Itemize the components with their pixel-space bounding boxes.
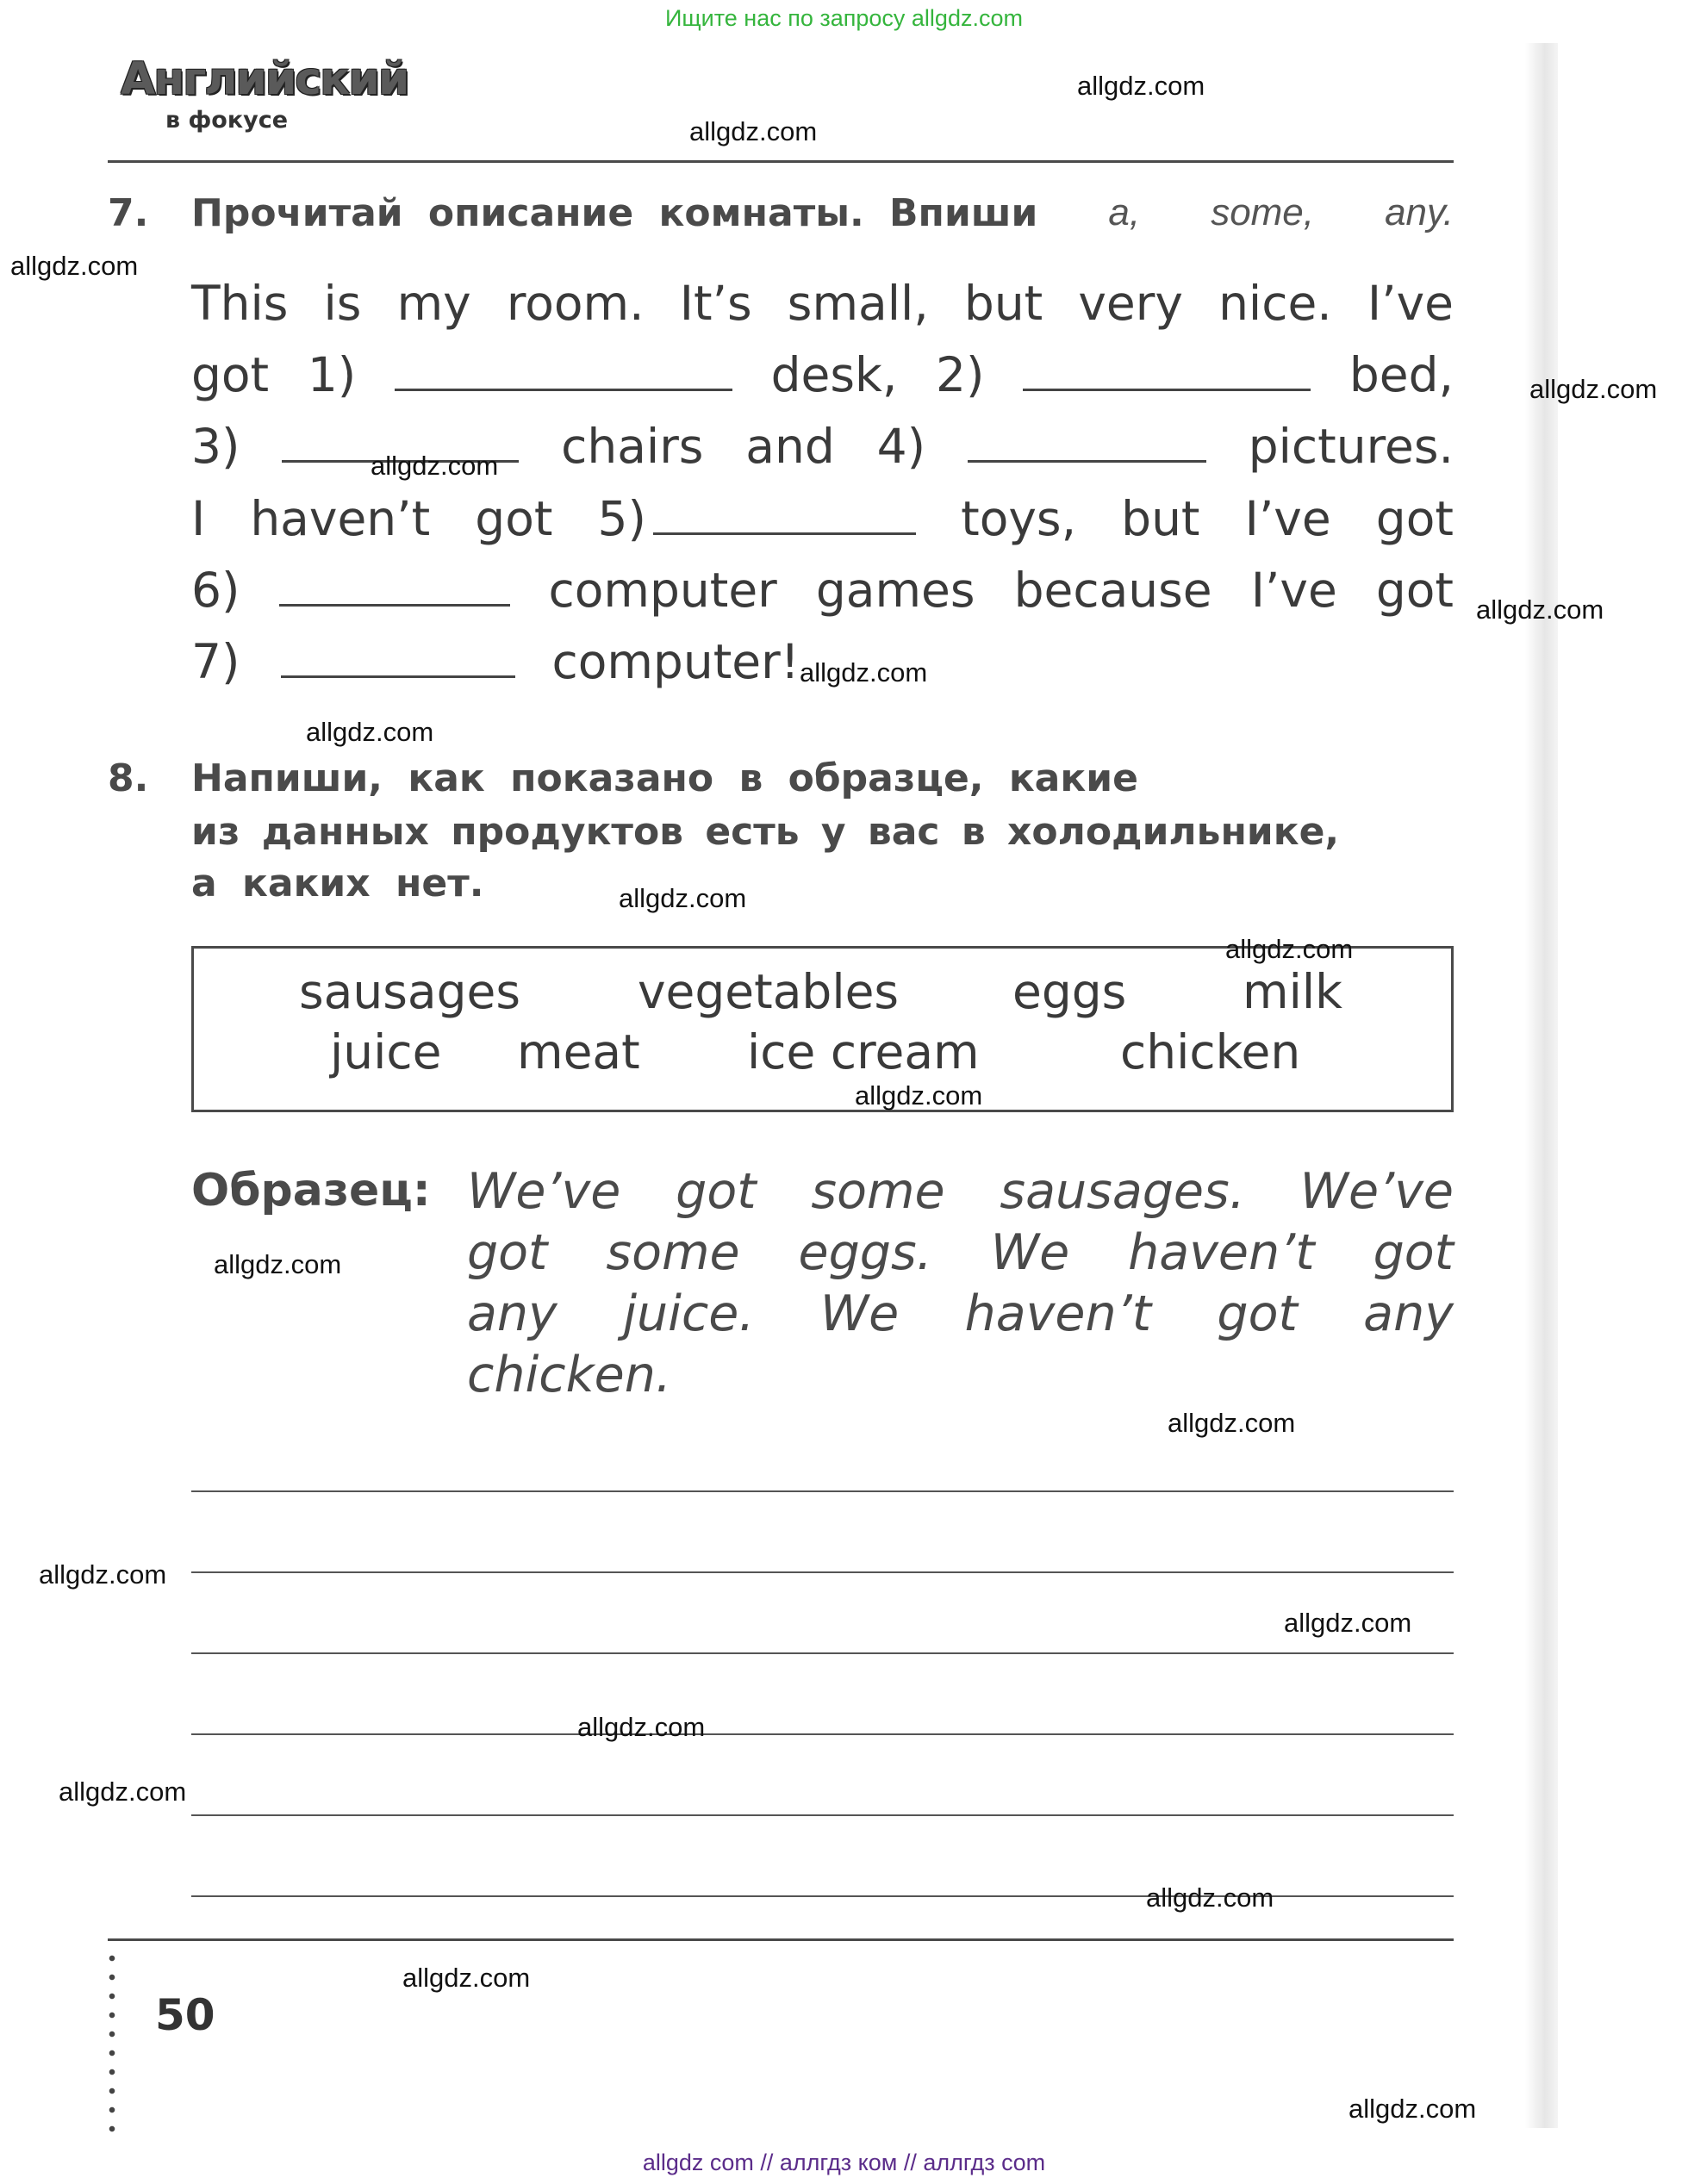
watermark: allgdz.com (1284, 1608, 1412, 1638)
sample-word: some (811, 1163, 945, 1220)
word: It’s (679, 276, 752, 331)
word: 4) (876, 419, 926, 474)
watermark: allgdz.com (59, 1776, 187, 1807)
watermark: allgdz.com (619, 883, 747, 913)
word: but (1121, 491, 1200, 546)
exercise-8-number: 8. (108, 756, 149, 800)
watermark: allgdz.com (1225, 934, 1354, 964)
watermark: allgdz.com (39, 1559, 167, 1590)
word: 1) (307, 347, 357, 402)
watermark: allgdz.com (1476, 594, 1604, 625)
food-word: vegetables (638, 964, 900, 1019)
sample-word: juice. (623, 1285, 755, 1342)
watermark: allgdz.com (306, 717, 434, 747)
sample-word: haven’t (964, 1285, 1152, 1342)
watermark: allgdz.com (1529, 374, 1658, 404)
sample-line-1 (467, 1163, 1454, 1225)
word: chairs (561, 419, 704, 474)
watermark: allgdz.com (855, 1080, 983, 1111)
sample-word: We’ve (1299, 1163, 1454, 1220)
word: computer! (551, 634, 800, 689)
answer-line-2[interactable] (191, 1571, 1454, 1573)
food-word: sausages (299, 964, 520, 1019)
word: is (323, 276, 362, 331)
sample-word: haven’t (1128, 1224, 1315, 1281)
watermark: allgdz.com (10, 251, 139, 281)
watermark: allgdz.com (1146, 1882, 1274, 1913)
exercise-7-title (191, 191, 1454, 235)
dotted-margin (108, 1949, 116, 2138)
page-edge-shadow (1525, 43, 1558, 2128)
exercise-8-title-line-3: а каких нет. (191, 862, 484, 905)
sample-word: We (819, 1285, 900, 1342)
exercise-7-title-text: Прочитай описание комнаты. Впиши (191, 191, 1038, 235)
blank-7[interactable] (281, 631, 515, 678)
sample-line-3 (467, 1285, 1454, 1347)
watermark: allgdz.com (402, 1963, 531, 1993)
word: computer (548, 563, 777, 618)
sample-word: some (606, 1224, 740, 1281)
word: toys, (961, 491, 1077, 546)
blank-2[interactable] (1023, 344, 1311, 391)
food-word: meat (517, 1024, 640, 1080)
word: 7) (191, 634, 240, 689)
text-line-5 (191, 554, 1454, 626)
sample-word: any (467, 1285, 557, 1342)
header-rule (108, 160, 1454, 163)
blank-6[interactable] (279, 559, 510, 607)
sample-word: got (467, 1224, 548, 1281)
top-banner[interactable]: Ищите нас по запросу allgdz.com (665, 5, 1023, 31)
word: 6) (191, 563, 240, 618)
sample-word: We (990, 1224, 1070, 1281)
food-word: milk (1243, 964, 1342, 1019)
word: very (1078, 276, 1183, 331)
word: bed, (1349, 347, 1454, 402)
word: desk, (770, 347, 898, 402)
answer-line-5[interactable] (191, 1814, 1454, 1816)
blank-4[interactable] (968, 415, 1206, 463)
word: 5) (597, 491, 646, 546)
answer-line-1[interactable] (191, 1490, 1454, 1492)
page-number: 50 (155, 1990, 215, 2040)
word: my (396, 276, 471, 331)
word: I’ve (1244, 491, 1331, 546)
word: This (191, 276, 289, 331)
watermark: allgdz.com (1077, 71, 1205, 101)
food-word: ice cream (747, 1024, 980, 1080)
watermark: allgdz.com (689, 116, 818, 146)
bottom-banner[interactable]: allgdz com // аллгдз ком // аллгдз com (642, 2150, 1046, 2175)
word: got (475, 491, 553, 546)
word: because (1013, 563, 1212, 618)
answer-line-4[interactable] (191, 1733, 1454, 1735)
word: but (963, 276, 1043, 331)
sample-word: got (676, 1163, 757, 1220)
word: games (815, 563, 975, 618)
food-word: juice (330, 1024, 442, 1080)
exercise-7-word-any: any. (1385, 191, 1454, 233)
word: got (1375, 563, 1454, 618)
text-line-4 (191, 482, 1454, 555)
exercise-7-word-some: some, (1211, 191, 1315, 233)
watermark: allgdz.com (214, 1249, 342, 1279)
word: I’ve (1367, 276, 1454, 331)
word: I (191, 491, 206, 546)
text-line-2 (191, 339, 1454, 411)
watermark: allgdz.com (371, 451, 499, 481)
logo-main-text: Английский (121, 53, 408, 105)
watermark: allgdz.com (577, 1712, 706, 1742)
word: and (745, 419, 835, 474)
footer-rule (108, 1938, 1454, 1941)
word: nice. (1218, 276, 1332, 331)
answer-line-3[interactable] (191, 1652, 1454, 1654)
blank-5[interactable] (653, 488, 916, 535)
food-word: chicken (1120, 1024, 1301, 1080)
sample-label: Образец: (191, 1165, 431, 1216)
word: 3) (191, 419, 240, 474)
word: got (1375, 491, 1454, 546)
sample-word: any (1363, 1285, 1454, 1342)
word: 2) (936, 347, 985, 402)
word: room. (506, 276, 645, 331)
sample-line-4 (467, 1347, 1454, 1409)
book-logo (121, 53, 408, 140)
exercise-7-number: 7. (108, 191, 149, 235)
sample-word: chicken. (467, 1347, 671, 1403)
exercise-8-title-line-1: Напиши, как показано в образце, какие (191, 756, 1138, 800)
sample-word: eggs. (798, 1224, 932, 1281)
watermark: allgdz.com (1349, 2094, 1477, 2124)
sample-word: got (1217, 1285, 1298, 1342)
word: haven’t (250, 491, 431, 546)
sample-word: We’ve (467, 1163, 621, 1220)
word: got (191, 347, 270, 402)
word: pictures. (1248, 419, 1454, 474)
text-line-1 (191, 267, 1454, 339)
sample-line-2 (467, 1224, 1454, 1286)
exercise-8-title-line-2: из данных продуктов есть у вас в холодильнике, (191, 810, 1340, 854)
sample-word: got (1373, 1224, 1454, 1281)
sample-word: sausages. (1000, 1163, 1245, 1220)
logo-sub-text: в фокусе (165, 107, 289, 134)
watermark: allgdz.com (1168, 1408, 1296, 1438)
word: I’ve (1250, 563, 1337, 618)
food-word: eggs (1012, 964, 1127, 1019)
watermark: allgdz.com (800, 657, 928, 688)
word: small, (787, 276, 929, 331)
blank-1[interactable] (395, 344, 732, 391)
exercise-7-word-a: a, (1108, 191, 1141, 233)
food-words-box (191, 946, 1454, 1112)
